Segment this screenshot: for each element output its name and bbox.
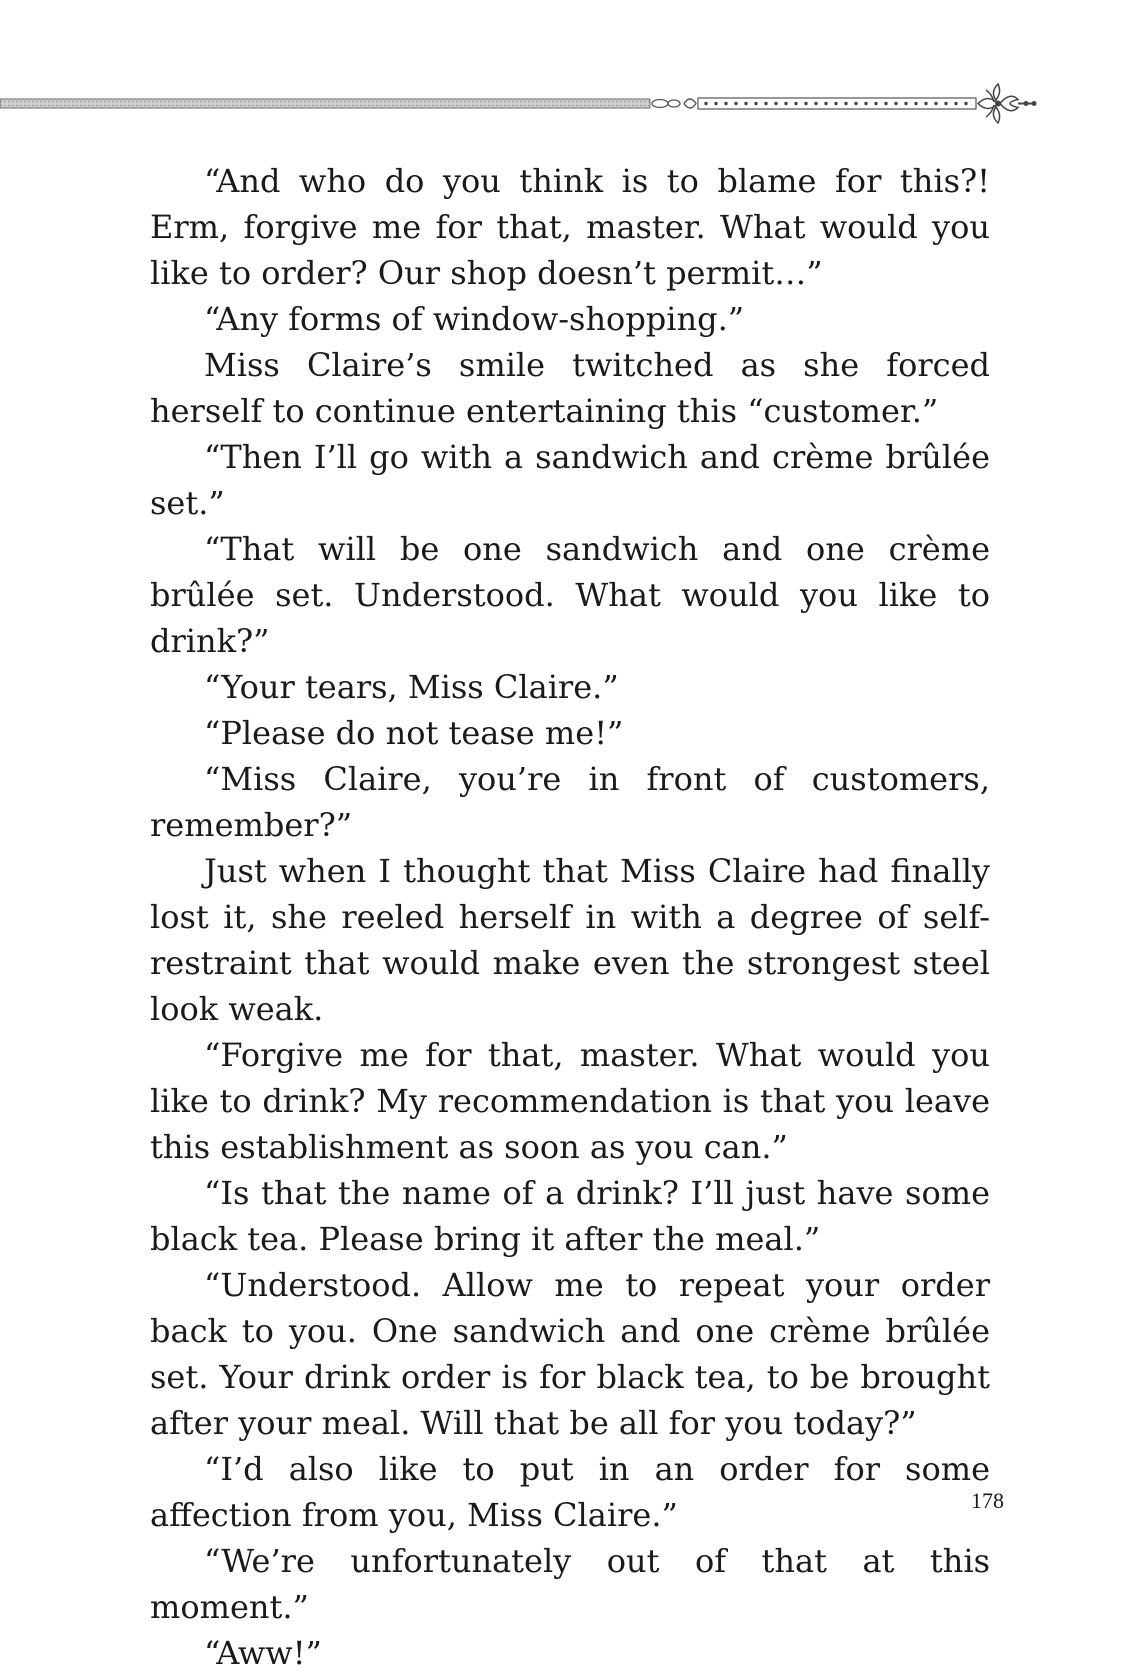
paragraph: “Understood. Allow me to repeat your order back to you. One sandwich and one crème brûlée set. Your drink order is for black tea, to be brought after your meal. Will that be all for you today?” [150,1266,990,1442]
paragraph: “We’re unfortunately out of that at this moment.” [150,1542,990,1626]
chapter-text [150,158,990,1676]
paragraph: “Then I’ll go with a sandwich and crème brûlée set.” [150,438,990,522]
paragraph: Just when I thought that Miss Claire had finally lost it, she reeled herself in with a degree of self-restraint that would make even the strongest steel look weak. [150,852,990,1028]
page-number: 178 [971,1488,1004,1513]
paragraph: “I’d also like to put in an order for some affection from you, Miss Claire.” [150,1450,990,1534]
paragraph: “Please do not tease me!” [204,714,624,752]
paragraph: “Any forms of window-shopping.” [204,300,745,338]
paragraph: “Aww!” [204,1634,322,1672]
header-ornament [0,80,1040,128]
paragraph: “Is that the name of a drink? I’ll just have some black tea. Please bring it after the meal.” [150,1174,990,1258]
paragraph: “And who do you think is to blame for this?! Erm, forgive me for that, master. What would you like to order? Our shop doesn’t permit…” [150,162,990,292]
paragraph: “Your tears, Miss Claire.” [204,668,619,706]
paragraph: Miss Claire’s smile twitched as she forced herself to continue entertaining this “customer.” [150,346,990,430]
paragraph: “That will be one sandwich and one crème brûlée set. Understood. What would you like to drink?” [150,530,990,660]
paragraph: “Miss Claire, you’re in front of customers, remember?” [150,760,990,844]
paragraph: “Forgive me for that, master. What would you like to drink? My recommendation is that you leave this establishment as soon as you can.” [150,1036,990,1166]
